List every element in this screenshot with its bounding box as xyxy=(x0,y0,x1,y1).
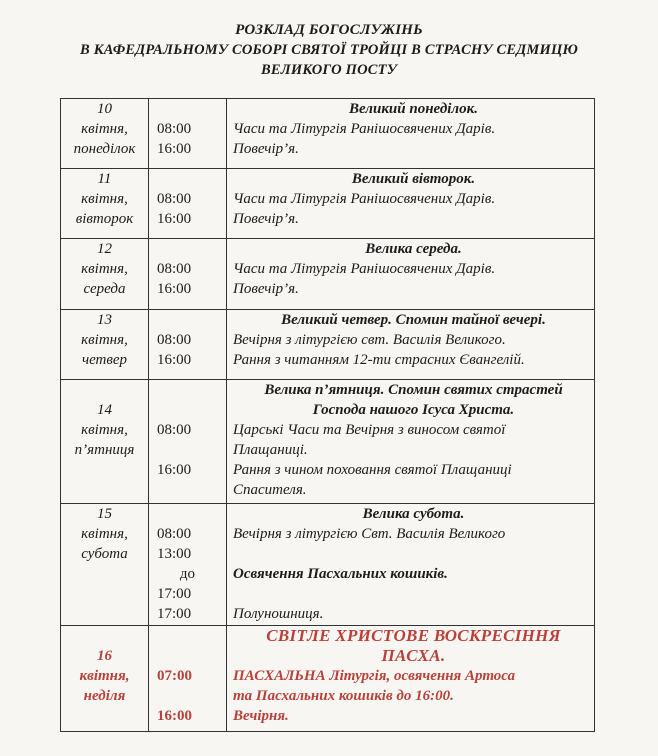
service-cell xyxy=(227,310,595,380)
table-row xyxy=(61,380,595,504)
day-title: Великий четвер. Спомин тайної вечері. xyxy=(281,312,546,328)
service-cell xyxy=(227,504,595,626)
date-cell: 13 квітня, четвер xyxy=(61,310,149,380)
table-row xyxy=(61,310,595,380)
time: 16:00 xyxy=(157,708,192,724)
service-text: Часи та Літургія Ранішосвячених Дарів. xyxy=(233,191,496,207)
table-row xyxy=(61,504,595,626)
time: 13:00 xyxy=(157,546,192,562)
time-cell xyxy=(149,626,227,732)
day-title: Велика субота. xyxy=(362,506,465,522)
schedule-table xyxy=(60,98,595,732)
time: 16:00 xyxy=(157,462,192,478)
time: 08:00 xyxy=(157,422,192,438)
service-text: Повечір’я. xyxy=(233,211,299,227)
service-text: Вечірня. xyxy=(233,708,289,724)
time: 16:00 xyxy=(157,281,192,297)
time: 08:00 xyxy=(157,121,192,137)
time: 17:00 xyxy=(157,586,192,602)
time: 08:00 xyxy=(157,332,192,348)
service-cell xyxy=(227,239,595,310)
day-title: СВІТЛЕ ХРИСТОВЕ ВОСКРЕСІННЯ xyxy=(266,626,561,645)
day-title: Великий вівторок. xyxy=(351,171,476,187)
service-text: ПАСХАЛЬНА Літургія, освячення Артоса xyxy=(233,668,516,684)
document-header xyxy=(0,20,658,80)
time-range-to: до xyxy=(179,566,196,582)
service-text: Вечірня з літургією Свт. Василія Великого xyxy=(233,526,506,542)
service-text: Рання з читанням 12-ти страсних Євангелій. xyxy=(233,352,525,368)
time-cell xyxy=(149,310,227,380)
service-text: Часи та Літургія Ранішосвячених Дарів. xyxy=(233,121,496,137)
date-cell: 10 квітня, понеділок xyxy=(61,99,149,169)
table-row xyxy=(61,169,595,239)
day-title: Велика п’ятниця. Спомин святих страстей xyxy=(264,382,563,398)
date-cell: 11 квітня, вівторок xyxy=(61,169,149,239)
time: 17:00 xyxy=(157,606,192,622)
time: 08:00 xyxy=(157,261,192,277)
service-text: Вечірня з літургією свт. Василія Великого. xyxy=(233,332,506,348)
table-row xyxy=(61,626,595,732)
service-text: Рання з чином поховання святої Плащаниці xyxy=(233,462,512,478)
service-cell xyxy=(227,626,595,732)
day-title: Великий понеділок. xyxy=(349,101,478,117)
service-text: Плащаниці. xyxy=(233,442,308,458)
time-cell xyxy=(149,504,227,626)
day-title: Велика середа. xyxy=(365,241,462,257)
service-text: Повечір’я. xyxy=(233,281,299,297)
date-cell: 12 квітня, середа xyxy=(61,239,149,310)
service-text: Часи та Літургія Ранішосвячених Дарів. xyxy=(233,261,496,277)
time: 16:00 xyxy=(157,211,192,227)
service-text: та Пасхальних кошиків до 16:00. xyxy=(233,688,454,704)
date-cell: 16 квітня, неділя xyxy=(61,626,149,732)
service-text: Полуношниця. xyxy=(233,606,324,622)
day-title-2: ПАСХА. xyxy=(381,646,446,665)
time-cell xyxy=(149,99,227,169)
time-cell xyxy=(149,239,227,310)
date-cell: 14 квітня, п’ятниця xyxy=(61,380,149,504)
service-cell xyxy=(227,99,595,169)
service-cell xyxy=(227,169,595,239)
header-title: РОЗКЛАД БОГОСЛУЖІНЬ xyxy=(235,22,423,38)
date-cell: 15 квітня, субота xyxy=(61,504,149,626)
service-text: Повечір’я. xyxy=(233,141,299,157)
service-text: Спасителя. xyxy=(233,482,307,498)
header-subtitle-2: ВЕЛИКОГО ПОСТУ xyxy=(260,62,398,78)
day-title-2: Господа нашого Ісуса Христа. xyxy=(312,402,515,418)
time: 16:00 xyxy=(157,141,192,157)
header-subtitle: В КАФЕДРАЛЬНОМУ СОБОРІ СВЯТОЇ ТРОЙЦІ В СТРАСНУ СЕДМИЦЮ xyxy=(80,42,578,58)
service-text: Освячення Пасхальних кошиків. xyxy=(233,566,448,582)
time-cell xyxy=(149,169,227,239)
table-row xyxy=(61,99,595,169)
service-cell xyxy=(227,380,595,504)
time: 07:00 xyxy=(157,668,192,684)
time: 08:00 xyxy=(157,191,192,207)
time: 16:00 xyxy=(157,352,192,368)
time-cell xyxy=(149,380,227,504)
time: 08:00 xyxy=(157,526,192,542)
service-text: Царські Часи та Вечірня з виносом святої xyxy=(233,422,506,438)
table-row xyxy=(61,239,595,310)
